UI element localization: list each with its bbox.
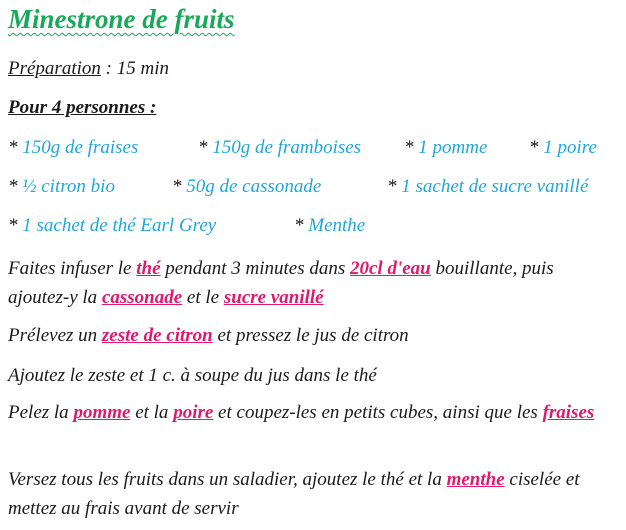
step-4: Pelez la pomme et la poire et coupez-les en petits cubes, ainsi que les fraises	[8, 402, 595, 423]
step-5: Versez tous les fruits dans un saladier, ajoutez le thé et la menthe ciselée et mettez au frais avant de servir	[8, 469, 580, 519]
step-1: Faites infuser le thé pendant 3 minutes dans 20cl d'eau bouillante, puis ajoutez-y la cassonade et le sucre vanillé	[8, 258, 554, 308]
keyword-the: thé	[136, 258, 161, 279]
ingredient-item: * 1 sachet de thé Earl Grey	[8, 215, 217, 236]
keyword-cassonade: cassonade	[101, 287, 183, 308]
preparation-value: : 15 min	[100, 58, 169, 79]
recipe-title: Minestrone de fruits	[8, 4, 235, 34]
keyword-eau: 20cl d'eau	[349, 258, 431, 279]
ingredient-item: * 150g de fraises	[8, 137, 139, 158]
ingredient-item: * 1 poire	[529, 137, 597, 158]
keyword-menthe: menthe	[446, 469, 505, 490]
preparation-line	[8, 58, 169, 80]
ingredient-item: * 1 pomme	[404, 137, 488, 158]
keyword-pomme: pomme	[73, 402, 131, 423]
ingredient-item: * ½ citron bio	[8, 176, 115, 197]
step-2: Prélevez un zeste de citron et pressez le jus de citron	[8, 325, 409, 346]
servings-heading: Pour 4 personnes :	[8, 97, 157, 118]
ingredient-item: * 150g de framboises	[198, 137, 362, 158]
keyword-poire: poire	[173, 402, 214, 423]
keyword-zeste: zeste de citron	[101, 325, 213, 346]
step-3: Ajoutez le zeste et 1 c. à soupe du jus dans le thé	[8, 365, 377, 386]
ingredient-item: * 50g de cassonade	[172, 176, 322, 197]
ingredient-item: * Menthe	[294, 215, 366, 236]
keyword-sucre-vanille: sucre vanillé	[223, 287, 324, 308]
preparation-label: Préparation	[8, 58, 101, 79]
ingredient-item: * 1 sachet de sucre vanillé	[387, 176, 589, 197]
keyword-fraises: fraises	[542, 402, 595, 423]
